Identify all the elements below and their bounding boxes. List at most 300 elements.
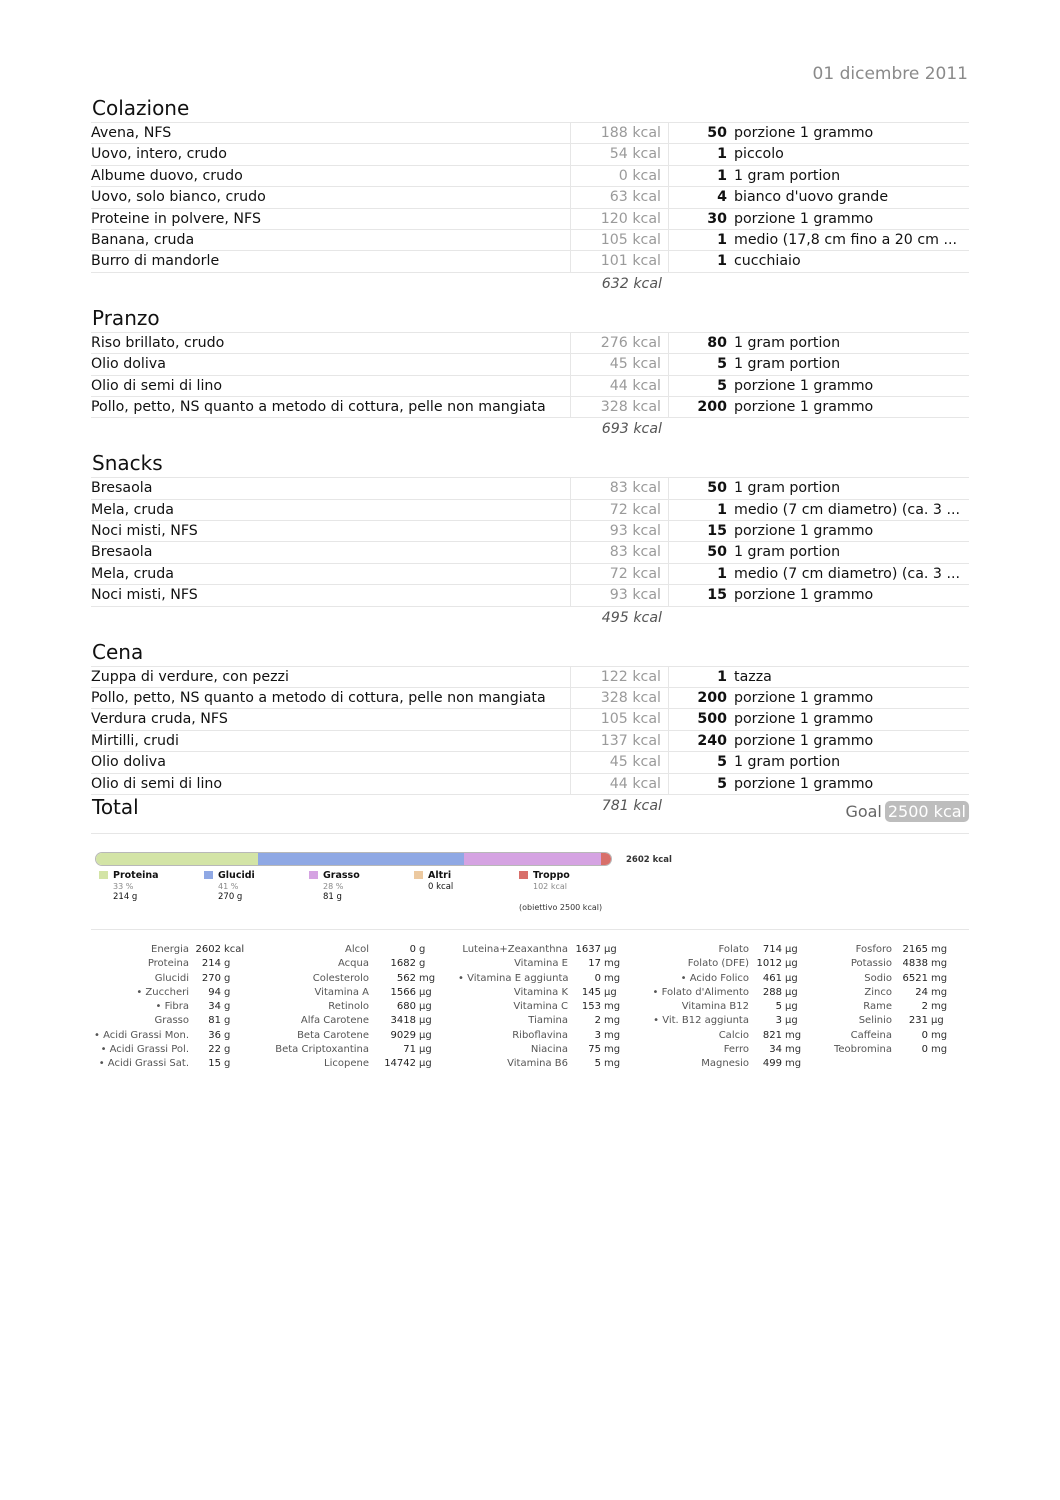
food-kcal: 93 kcal <box>570 521 669 541</box>
nutrient-value: 461 <box>762 972 782 984</box>
nutrient-value: 5 <box>594 1058 601 1070</box>
legend-item-proteina <box>99 871 159 903</box>
nutrient-unit: mg <box>604 1044 621 1056</box>
meal-title: Snacks <box>92 451 163 476</box>
nutrient-unit: mg <box>604 958 621 970</box>
nutrient-row <box>271 972 435 986</box>
food-unit: 1 gram portion <box>734 167 841 184</box>
food-kcal: 72 kcal <box>570 564 669 584</box>
food-row <box>91 250 969 271</box>
food-kcal: 63 kcal <box>570 187 669 207</box>
food-name: Bresaola <box>91 544 153 561</box>
nutrient-value: 214 <box>201 958 221 970</box>
nutrient-label: Teobromina <box>833 1044 892 1056</box>
nutrient-row <box>271 943 435 957</box>
nutrient-column <box>91 943 244 1072</box>
food-unit: porzione 1 grammo <box>734 377 874 394</box>
nutrient-value: 75 <box>588 1044 601 1056</box>
food-quantity: 30 <box>707 210 727 227</box>
food-kcal: 137 kcal <box>570 731 669 751</box>
nutrient-unit: µg <box>785 1015 798 1027</box>
food-unit: cucchiaio <box>734 253 801 270</box>
legend-item-glucidi <box>204 871 255 903</box>
meal-title: Pranzo <box>92 305 160 330</box>
legend-value: 81 g <box>323 892 342 902</box>
legend-name: Grasso <box>323 870 360 881</box>
nutrient-value: 0 <box>921 1044 928 1056</box>
food-row <box>91 208 969 229</box>
nutrient-label: Calcio <box>718 1029 749 1041</box>
nutrient-unit: mg <box>931 1001 948 1013</box>
food-unit: porzione 1 grammo <box>734 711 874 728</box>
nutrient-column <box>815 943 947 1057</box>
nutrient-unit: mg <box>604 972 621 984</box>
food-quantity: 1 <box>717 146 727 163</box>
food-row <box>91 186 969 207</box>
food-name: Noci misti, NFS <box>91 587 198 604</box>
nutrient-value: 34 <box>769 1044 782 1056</box>
goal-label: Goal <box>845 802 882 821</box>
nutrient-unit: µg <box>604 944 617 955</box>
food-quantity: 15 <box>707 523 727 540</box>
food-unit: medio (7 cm diametro) (ca. 3 ... <box>734 501 961 518</box>
nutrient-value: 145 <box>581 986 601 998</box>
nutrient-label: Beta Carotene <box>297 1029 369 1041</box>
meal-title: Cena <box>92 639 144 664</box>
nutrient-unit: µg <box>419 1029 432 1041</box>
food-row <box>91 229 969 250</box>
food-name: Pollo, petto, NS quanto a metodo di cottura, pelle non mangiata <box>91 690 546 707</box>
food-unit: porzione 1 grammo <box>734 125 874 141</box>
nutrient-unit: mg <box>604 1015 621 1027</box>
food-name: Olio di semi di lino <box>91 377 223 394</box>
nutrient-label: • Acidi Grassi Mon. <box>94 1029 189 1041</box>
nutrient-label: Vitamina C <box>513 1001 568 1013</box>
nutrient-row <box>650 1029 801 1043</box>
meal-subtotal-row <box>91 417 969 439</box>
food-quantity: 1 <box>717 253 727 270</box>
nutrient-row <box>815 943 947 957</box>
food-quantity: 5 <box>717 377 727 394</box>
food-quantity: 5 <box>717 775 727 792</box>
meal-subtotal-row <box>91 272 969 294</box>
nutrient-label: Glucidi <box>154 972 189 984</box>
food-kcal: 105 kcal <box>570 230 669 250</box>
food-kcal: 93 kcal <box>570 585 669 605</box>
nutrient-unit: µg <box>785 944 798 955</box>
nutrient-unit: g <box>224 1015 231 1027</box>
nutrient-unit: µg <box>785 958 798 970</box>
food-kcal: 45 kcal <box>570 752 669 772</box>
macro-bar <box>95 852 612 866</box>
spacer <box>91 439 969 449</box>
nutrient-unit: kcal <box>224 944 245 955</box>
nutrient-value: 2 <box>594 1015 601 1027</box>
food-row <box>91 499 969 520</box>
nutrient-value: 36 <box>208 1029 221 1041</box>
food-name: Uovo, intero, crudo <box>91 146 227 163</box>
nutrient-row <box>815 986 947 1000</box>
nutrient-row <box>815 1029 947 1043</box>
nutrient-label: Rame <box>863 1001 892 1013</box>
food-kcal: 276 kcal <box>570 333 669 353</box>
nutrient-row <box>650 1057 801 1071</box>
spacer <box>91 628 969 638</box>
nutrient-label: • Folato d'Alimento <box>652 986 749 998</box>
nutrient-value: 22 <box>208 1044 221 1056</box>
meal-section <box>91 94 969 304</box>
nutrient-value: 0 <box>921 1029 928 1041</box>
food-name: Bresaola <box>91 480 153 497</box>
food-quantity: 5 <box>717 754 727 771</box>
nutrient-unit: mg <box>931 958 948 970</box>
food-kcal: 120 kcal <box>570 209 669 229</box>
nutrient-label: Caffeina <box>850 1029 892 1041</box>
food-row <box>91 584 969 605</box>
legend-percent: 33 % <box>113 881 134 891</box>
meal-subtotal-row <box>91 606 969 628</box>
nutrient-row <box>815 1014 947 1028</box>
nutrient-unit: µg <box>604 986 617 998</box>
nutrient-label: Vitamina B12 <box>681 1001 749 1013</box>
legend-swatch <box>519 871 528 879</box>
nutrient-row <box>458 986 620 1000</box>
nutrient-label: Energia <box>151 944 189 955</box>
nutrient-label: Luteina+Zeaxanthna <box>462 944 568 955</box>
nutrient-value: 3 <box>775 1015 782 1027</box>
legend-value: 214 g <box>113 892 138 902</box>
nutrient-label: Fosforo <box>855 944 892 955</box>
food-row <box>91 477 969 498</box>
spacer <box>91 294 969 304</box>
objective-label: (obiettivo 2500 kcal) <box>519 903 603 912</box>
nutrient-value: 1012 <box>756 958 782 970</box>
nutrient-row <box>650 1043 801 1057</box>
nutrient-value: 14742 <box>384 1058 416 1070</box>
nutrient-label: Potassio <box>850 958 892 970</box>
nutrient-value: 81 <box>208 1015 221 1027</box>
food-quantity: 5 <box>717 356 727 373</box>
food-quantity: 50 <box>707 125 727 141</box>
food-unit: porzione 1 grammo <box>734 398 874 415</box>
food-name: Olio doliva <box>91 356 166 373</box>
legend-swatch <box>99 871 108 879</box>
nutrient-unit: mg <box>604 1001 621 1013</box>
nutrient-label: Acqua <box>338 958 369 970</box>
legend-swatch <box>414 871 423 879</box>
nutrient-label: • Acidi Grassi Pol. <box>100 1044 189 1056</box>
nutrient-unit: µg <box>419 1044 432 1056</box>
food-row <box>91 332 969 353</box>
nutrient-row <box>91 986 244 1000</box>
food-kcal: 44 kcal <box>570 774 669 794</box>
bar-segment-proteina <box>96 853 258 865</box>
nutrient-unit: mg <box>604 1058 621 1070</box>
nutrient-label: Ferro <box>723 1044 749 1056</box>
nutrient-column <box>650 943 801 1072</box>
nutrient-value: 2165 <box>902 944 928 955</box>
food-kcal: 122 kcal <box>570 667 669 687</box>
nutrient-unit: mg <box>419 972 436 984</box>
nutrient-row <box>91 957 244 971</box>
food-name: Avena, NFS <box>91 125 172 141</box>
nutrient-label: Alcol <box>344 944 369 955</box>
nutrient-unit: g <box>224 986 231 998</box>
nutrient-value: 5 <box>775 1001 782 1013</box>
food-unit: porzione 1 grammo <box>734 210 874 227</box>
nutrient-row <box>271 1057 435 1071</box>
nutrient-value: 94 <box>208 986 221 998</box>
legend-value: 0 kcal <box>428 881 454 892</box>
nutrient-value: 1566 <box>390 986 416 998</box>
nutrient-label: Proteina <box>147 958 189 970</box>
nutrient-value: 2602 <box>195 944 221 955</box>
legend-name: Troppo <box>533 870 570 881</box>
nutrient-label: • Zuccheri <box>136 986 189 998</box>
food-unit: piccolo <box>734 146 784 163</box>
nutrient-row <box>458 957 620 971</box>
nutrient-row <box>815 972 947 986</box>
legend-swatch <box>204 871 213 879</box>
nutrient-unit: µg <box>419 1001 432 1013</box>
food-kcal: 0 kcal <box>570 166 669 186</box>
food-unit: porzione 1 grammo <box>734 523 874 540</box>
food-kcal: 83 kcal <box>570 542 669 562</box>
food-name: Burro di mandorle <box>91 253 220 270</box>
nutrient-row <box>458 1043 620 1057</box>
food-kcal: 44 kcal <box>570 376 669 396</box>
nutrient-value: 2 <box>921 1001 928 1013</box>
food-name: Olio doliva <box>91 754 166 771</box>
nutrient-label: Selinio <box>858 1015 892 1027</box>
nutrient-row <box>271 1029 435 1043</box>
food-row <box>91 751 969 772</box>
legend-name-line <box>204 871 255 882</box>
legend-item-troppo <box>519 871 570 892</box>
nutrient-unit: mg <box>931 1029 948 1041</box>
nutrient-label: • Acidi Grassi Sat. <box>98 1058 189 1070</box>
nutrient-label: Beta Criptoxantina <box>275 1044 369 1056</box>
legend-item-altri <box>414 871 453 892</box>
nutrient-value: 1637 <box>575 944 601 955</box>
food-row <box>91 122 969 143</box>
nutrient-unit: µg <box>419 1015 432 1027</box>
nutrient-value: 17 <box>588 958 601 970</box>
food-kcal: 188 kcal <box>570 123 669 143</box>
nutrient-unit: mg <box>785 1058 802 1070</box>
nutrient-unit: µg <box>931 1015 944 1027</box>
nutrient-label: • Fibra <box>155 1001 189 1013</box>
food-unit: 1 gram portion <box>734 480 841 497</box>
nutrient-label: Grasso <box>154 1015 189 1027</box>
nutrient-value: 15 <box>208 1058 221 1070</box>
nutrient-unit: g <box>224 1029 231 1041</box>
food-row <box>91 541 969 562</box>
food-quantity: 50 <box>707 480 727 497</box>
nutrient-label: Riboflavina <box>512 1029 568 1041</box>
nutrient-value: 6521 <box>902 972 928 984</box>
food-unit: 1 gram portion <box>734 754 841 771</box>
food-name: Mirtilli, crudi <box>91 732 179 749</box>
nutrient-unit: g <box>224 1058 231 1070</box>
food-name: Riso brillato, crudo <box>91 334 225 351</box>
nutrient-row <box>815 957 947 971</box>
nutrient-unit: µg <box>419 986 432 998</box>
nutrient-label: Vitamina B6 <box>507 1058 568 1070</box>
nutrient-value: 9029 <box>390 1029 416 1041</box>
food-row <box>91 520 969 541</box>
meal-subtotal: 693 kcal <box>601 421 662 438</box>
nutrient-unit: g <box>224 1044 231 1056</box>
nutrient-row <box>650 972 801 986</box>
nutrient-value: 231 <box>908 1015 928 1027</box>
nutrient-row <box>91 972 244 986</box>
nutrient-row <box>650 943 801 957</box>
bar-total-label: 2602 kcal <box>626 855 672 865</box>
nutrient-row <box>271 986 435 1000</box>
legend-name-line <box>309 871 360 882</box>
nutrient-unit: mg <box>785 1029 802 1041</box>
food-kcal: 328 kcal <box>570 397 669 417</box>
food-name: Mela, cruda <box>91 565 174 582</box>
food-quantity: 200 <box>697 690 727 707</box>
meal-subtotal: 632 kcal <box>601 275 662 292</box>
nutrient-unit: mg <box>604 1029 621 1041</box>
nutrient-row <box>91 943 244 957</box>
bar-segment-grasso <box>464 853 600 865</box>
nutrient-row <box>650 1000 801 1014</box>
food-row <box>91 143 969 164</box>
divider <box>91 929 969 930</box>
divider <box>91 833 969 834</box>
nutrient-value: 714 <box>762 944 782 955</box>
nutrient-row <box>815 1000 947 1014</box>
nutrient-unit: µg <box>785 1001 798 1013</box>
nutrient-row <box>271 1014 435 1028</box>
food-row <box>91 165 969 186</box>
nutrient-row <box>458 1029 620 1043</box>
food-quantity: 240 <box>697 732 727 749</box>
nutrient-value: 3418 <box>390 1015 416 1027</box>
nutrient-row <box>271 957 435 971</box>
food-quantity: 1 <box>717 501 727 518</box>
food-kcal: 83 kcal <box>570 478 669 498</box>
legend-percent: 102 kcal <box>533 881 567 891</box>
food-unit: medio (17,8 cm fino a 20 cm ... <box>734 231 957 248</box>
food-quantity: 1 <box>717 668 727 685</box>
food-quantity: 1 <box>717 565 727 582</box>
nutrient-value: 288 <box>762 986 782 998</box>
legend-item-grasso <box>309 871 360 903</box>
legend-name: Altri <box>428 870 452 881</box>
meal-section <box>91 638 969 816</box>
food-unit: 1 gram portion <box>734 334 841 351</box>
nutrient-unit: mg <box>931 986 948 998</box>
nutrient-value: 153 <box>581 1001 601 1013</box>
food-kcal: 328 kcal <box>570 688 669 708</box>
legend-name: Glucidi <box>218 870 255 881</box>
nutrient-label: • Acido Folico <box>680 972 749 984</box>
nutrient-label: Licopene <box>324 1058 369 1070</box>
nutrient-unit: mg <box>931 944 948 955</box>
food-row <box>91 396 969 417</box>
food-unit: bianco d'uovo grande <box>734 189 889 206</box>
food-kcal: 72 kcal <box>570 500 669 520</box>
nutrient-label: Niacina <box>530 1044 568 1056</box>
food-name: Noci misti, NFS <box>91 523 198 540</box>
nutrient-label: Colesterolo <box>312 972 369 984</box>
bar-segment-glucidi <box>258 853 464 865</box>
nutrient-value: 3 <box>594 1029 601 1041</box>
food-row <box>91 773 969 794</box>
nutrient-value: 562 <box>396 972 416 984</box>
food-kcal: 105 kcal <box>570 709 669 729</box>
nutrient-label: Zinco <box>864 986 892 998</box>
food-unit: 1 gram portion <box>734 356 841 373</box>
nutrient-unit: µg <box>419 1058 432 1070</box>
food-name: Olio di semi di lino <box>91 775 223 792</box>
meals-list <box>91 94 969 816</box>
nutrient-unit: g <box>419 944 426 955</box>
nutrient-row <box>91 1057 244 1071</box>
nutrient-label: Sodio <box>864 972 892 984</box>
nutrient-value: 0 <box>594 972 601 984</box>
nutrient-row <box>91 1043 244 1057</box>
nutrient-label: Tiamina <box>528 1015 568 1027</box>
meal-section <box>91 449 969 637</box>
nutrient-label: Magnesio <box>701 1058 749 1070</box>
food-kcal: 45 kcal <box>570 354 669 374</box>
legend-percent: 41 % <box>218 881 239 891</box>
nutrient-label: Vitamina A <box>314 986 369 998</box>
food-unit: tazza <box>734 668 772 685</box>
food-name: Proteine in polvere, NFS <box>91 210 261 227</box>
nutrient-value: 0 <box>409 944 416 955</box>
food-row <box>91 563 969 584</box>
nutrient-label: • Vit. B12 aggiunta <box>653 1015 749 1027</box>
nutrient-label: Retinolo <box>328 1001 369 1013</box>
nutrient-row <box>815 1043 947 1057</box>
nutrient-label: Folato (DFE) <box>687 958 749 970</box>
nutrient-row <box>458 943 620 957</box>
nutrient-value: 71 <box>403 1044 416 1056</box>
nutrient-value: 270 <box>201 972 221 984</box>
food-row <box>91 666 969 687</box>
nutrient-label: Folato <box>718 944 749 955</box>
nutrient-unit: g <box>419 958 426 970</box>
nutrient-row <box>458 1014 620 1028</box>
goal-badge: 2500 kcal <box>885 801 969 822</box>
food-row <box>91 353 969 374</box>
nutrient-unit: g <box>224 958 231 970</box>
legend-name: Proteina <box>113 870 159 881</box>
nutrient-unit: g <box>224 1001 231 1013</box>
food-unit: porzione 1 grammo <box>734 732 874 749</box>
nutrient-row <box>650 957 801 971</box>
nutrient-unit: mg <box>931 1044 948 1056</box>
nutrient-value: 24 <box>915 986 928 998</box>
food-quantity: 200 <box>697 398 727 415</box>
food-unit: porzione 1 grammo <box>734 775 874 792</box>
food-unit: porzione 1 grammo <box>734 587 874 604</box>
legend-value: 270 g <box>218 892 243 902</box>
food-quantity: 50 <box>707 544 727 561</box>
nutrient-row <box>271 1000 435 1014</box>
food-quantity: 15 <box>707 587 727 604</box>
nutrient-label: Vitamina E <box>514 958 568 970</box>
food-name: Uovo, solo bianco, crudo <box>91 189 266 206</box>
food-quantity: 80 <box>707 334 727 351</box>
